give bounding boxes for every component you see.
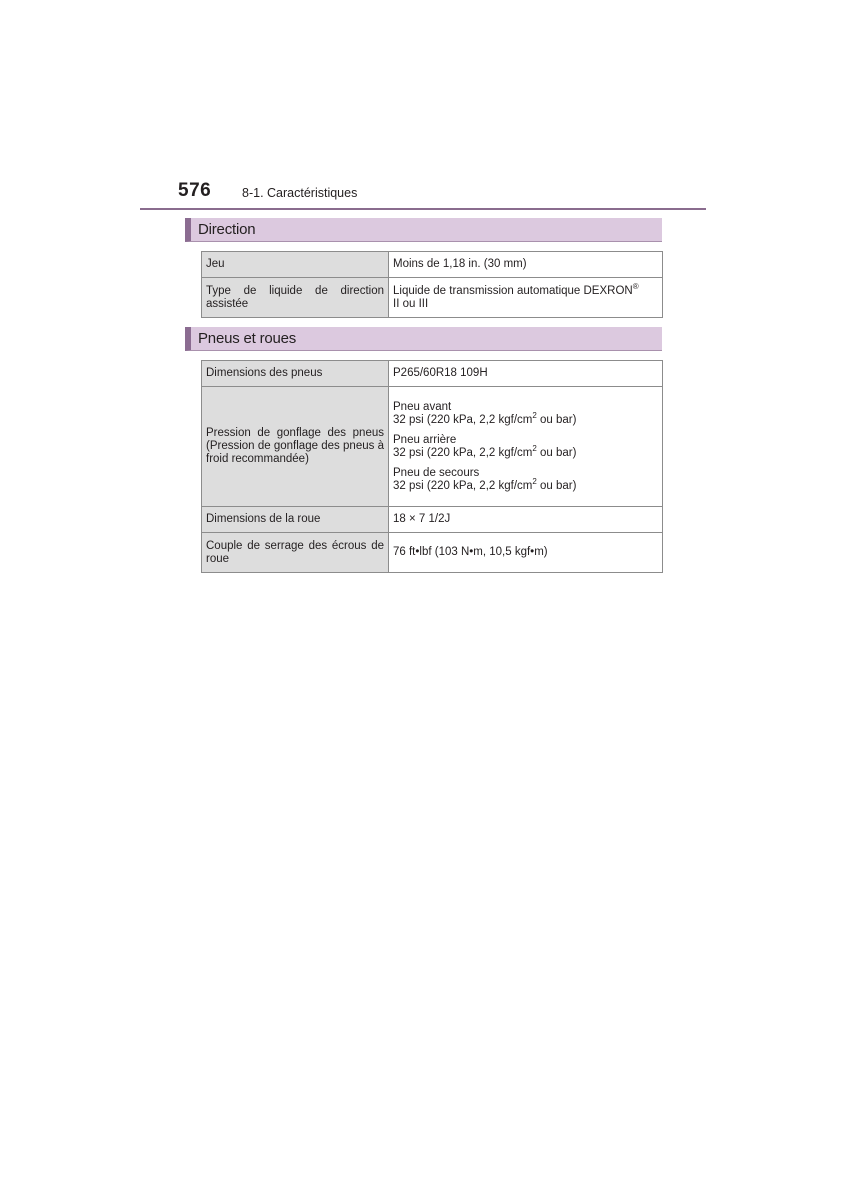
- table-row: [202, 361, 663, 387]
- spec-label: Dimensions des pneus: [202, 361, 389, 387]
- page-header: [140, 178, 706, 210]
- registered-mark: ®: [632, 281, 639, 291]
- fluid-grade-text: II ou III: [393, 297, 429, 310]
- section-title: Direction: [198, 221, 256, 238]
- spec-value: Moins de 1,18 in. (30 mm): [389, 252, 663, 278]
- table-row: [202, 387, 663, 507]
- page-number: 576: [178, 180, 212, 201]
- spec-value: [389, 387, 663, 507]
- pressure-entry-rear: [393, 434, 658, 460]
- chapter-title: 8-1. Caractéristiques: [242, 186, 358, 200]
- table-row: [202, 252, 663, 278]
- pressure-entry-front: [393, 401, 658, 427]
- steering-spec-table: [201, 251, 663, 318]
- spec-label: Type de liquide de direction assistée: [202, 278, 389, 318]
- tire-name: Pneu avant: [393, 400, 452, 413]
- spec-value: [389, 278, 663, 318]
- tire-name: Pneu arrière: [393, 433, 457, 446]
- table-row: [202, 507, 663, 533]
- tire-pressure: 32 psi (220 kPa, 2,2 kgf/$cm^2$ ou bar): [393, 410, 577, 426]
- table-row: [202, 278, 663, 318]
- tire-name: Pneu de secours: [393, 466, 480, 479]
- spec-value: 18 × 7 1/2J: [389, 507, 663, 533]
- section-heading-direction: [185, 218, 662, 242]
- spec-label: Dimensions de la roue: [202, 507, 389, 533]
- spec-value: P265/60R18 109H: [389, 361, 663, 387]
- spec-label: Pression de gonflage des pneus (Pression de gonflage des pneus à froid recommandée): [202, 387, 389, 507]
- spec-label: Couple de serrage des écrous de roue: [202, 533, 389, 573]
- spec-label: Jeu: [202, 252, 389, 278]
- fluid-type-text: Liquide de transmission automatique DEXRON: [393, 284, 633, 297]
- tire-pressure: 32 psi (220 kPa, 2,2 kgf/$cm^2$ ou bar): [393, 476, 577, 492]
- spec-value: 76 ft•lbf (103 N•m, 10,5 kgf•m): [389, 533, 663, 573]
- tire-pressure: 32 psi (220 kPa, 2,2 kgf/$cm^2$ ou bar): [393, 443, 577, 459]
- section-heading-tires-wheels: [185, 327, 662, 351]
- pressure-entry-spare: [393, 467, 658, 493]
- table-row: [202, 533, 663, 573]
- tires-spec-table: [201, 360, 663, 573]
- section-title: Pneus et roues: [198, 330, 297, 347]
